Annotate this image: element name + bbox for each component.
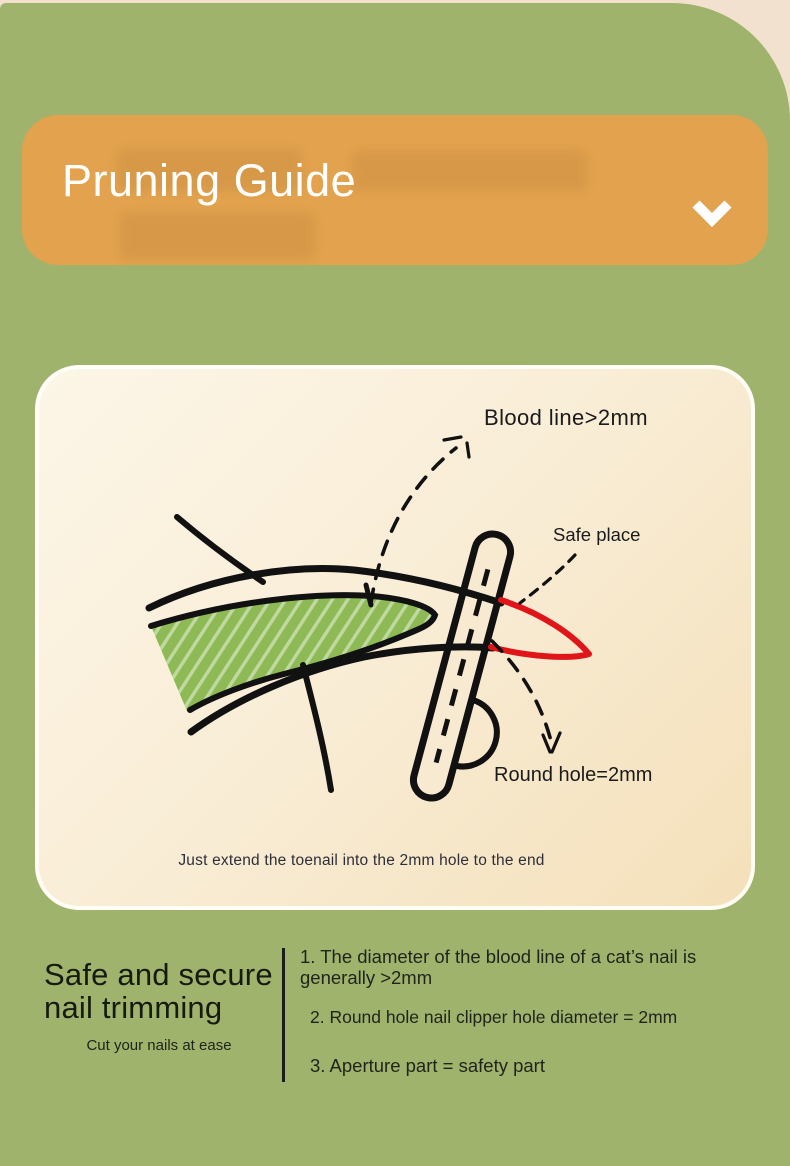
blood-arrow-mark: [444, 437, 461, 440]
point-3: 3. Aperture part = safety part: [310, 1055, 545, 1076]
ghost-smudge: [120, 213, 315, 259]
footer-heading-line2: nail trimming: [44, 990, 223, 1025]
vertical-divider: [282, 948, 285, 1082]
ghost-smudge: [352, 151, 587, 191]
footer-heading: [44, 958, 274, 1024]
point-2: 2. Round hole nail clipper hole diameter = 2mm: [310, 1007, 678, 1027]
instruction-points: [300, 946, 724, 1076]
blood-arrow-mark: [467, 443, 469, 457]
footer-heading-line1: Safe and secure: [44, 957, 273, 992]
label-round-hole: Round hole=2mm: [494, 764, 653, 786]
safe-place-leader: [520, 555, 575, 603]
diagram-card: [35, 365, 755, 910]
label-blood-line: Blood line>2mm: [484, 405, 648, 430]
pruning-guide-header[interactable]: [22, 115, 768, 265]
round-arrow-mark: [552, 733, 560, 752]
label-safe-place: Safe place: [553, 524, 641, 545]
point-1: 1. The diameter of the blood line of a cat’s nail is generally >2mm: [300, 946, 697, 988]
diagram-caption: Just extend the toenail into the 2mm hole to the end: [178, 852, 545, 869]
chevron-down-icon[interactable]: [692, 198, 732, 228]
safe-tip-red: [491, 600, 589, 657]
toe-crease: [303, 665, 331, 790]
clipper-shape: [409, 530, 514, 802]
section-title: Pruning Guide: [62, 155, 357, 206]
footer-subheading: Cut your nails at ease: [86, 1037, 232, 1054]
nail-trimming-illustration: [39, 369, 751, 906]
